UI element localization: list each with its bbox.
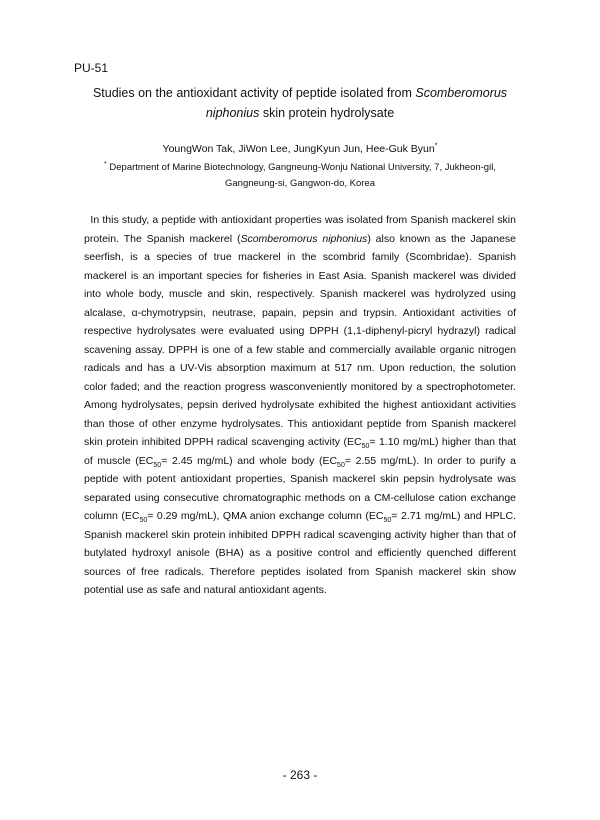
abstract-text-1: In this study, a peptide with antioxidant properties was isolated from Spanish mackerel skin protein. The Spanish mackerel ( bbox=[84, 214, 516, 245]
page-number: - 263 - bbox=[282, 768, 318, 782]
title-text: Studies on the antioxidant activity of peptide isolated from bbox=[92, 86, 416, 100]
abstract-species: Scomberomorus niphonius bbox=[240, 232, 368, 245]
corresponding-marker: * bbox=[434, 142, 438, 150]
title-species-genus: Scomberomorus bbox=[415, 86, 508, 100]
paper-title bbox=[80, 83, 520, 123]
ec50-subscript: 50 bbox=[337, 461, 345, 469]
abstract-text-5: = 2.55 mg/mL). In order to purify a peptide with potent antioxidant properties, Spanish mackerel skin pepsin hydrolysate was separated using consecutive chromatographic methods on a CM-cellulose cation exchange column (EC bbox=[84, 454, 516, 522]
ec50-subscript: 50 bbox=[153, 461, 162, 469]
title-species-epithet: niphonius bbox=[205, 106, 260, 120]
presentation-code: PU-51 bbox=[74, 61, 109, 75]
affiliation-line-2: Gangneung-si, Gangwon-do, Korea bbox=[225, 178, 375, 189]
affiliation-line-1: Department of Marine Biotechnology, Gangneung-Wonju National University, 7, Jukheon-gil, bbox=[106, 162, 496, 173]
abstract-text-6: = 0.29 mg/mL), QMA anion exchange column (EC bbox=[147, 510, 384, 522]
abstract-text-4: = 2.45 mg/mL) and whole body (EC bbox=[161, 454, 338, 467]
ec50-subscript: 50 bbox=[383, 517, 392, 525]
affiliation bbox=[100, 160, 500, 192]
abstract-body bbox=[84, 211, 516, 600]
ec50-subscript: 50 bbox=[139, 517, 148, 525]
abstract-text-3: = 1.10 mg/mL) higher than that of muscle (EC bbox=[84, 436, 516, 467]
affiliation-marker: * bbox=[104, 160, 107, 168]
author-names: YoungWon Tak, JiWon Lee, JungKyun Jun, Hee-Guk Byun bbox=[162, 143, 435, 155]
author-list bbox=[90, 143, 510, 155]
title-text-end: skin protein hydrolysate bbox=[259, 106, 395, 120]
abstract-text-7: = 2.71 mg/mL) and HPLC. Spanish mackerel skin protein inhibited DPPH radical scavenging activity higher than that of butylated hydroxyl anisole (BHA) as a positive control and efficiently quenched different sources of free radicals. Therefore peptides isolated from Spanish mackerel skin show potential use as safe and natural antioxidant agents. bbox=[84, 510, 516, 596]
ec50-subscript: 50 bbox=[361, 443, 370, 451]
abstract-text-2: ) also known as the Japanese seerfish, is a species of true mackerel in the scombrid family (Scombridae). Spanish mackerel is an important species for fisheries in East Asia. Spanish mackerel was divided into whole body, muscle and skin, respectively. Spanish mackerel was hydrolyzed using alcalase, α-chymotrypsin, neutrase, papain, pepsin and trypsin. Antioxidant activities of respective hydrolysates were evaluated using DPPH (1,1-diphenyl-picryl hydrazyl) radical scavening assay. DPPH is one of a few stable and commercially available organic nitrogen radicals and has a UV-Vis absorption maximum at 517 nm. Upon reduction, the solution color faded; and the reaction progress wasconveniently monitored by a spectrophotometer. Among hydrolysates, pepsin derived hydrolysate exhibited the highest antioxidant activities than those of other enzyme hydrolysates. This antioxidant peptide from Spanish mackerel skin protein inhibited DPPH radical scavenging activity (EC bbox=[84, 232, 516, 448]
